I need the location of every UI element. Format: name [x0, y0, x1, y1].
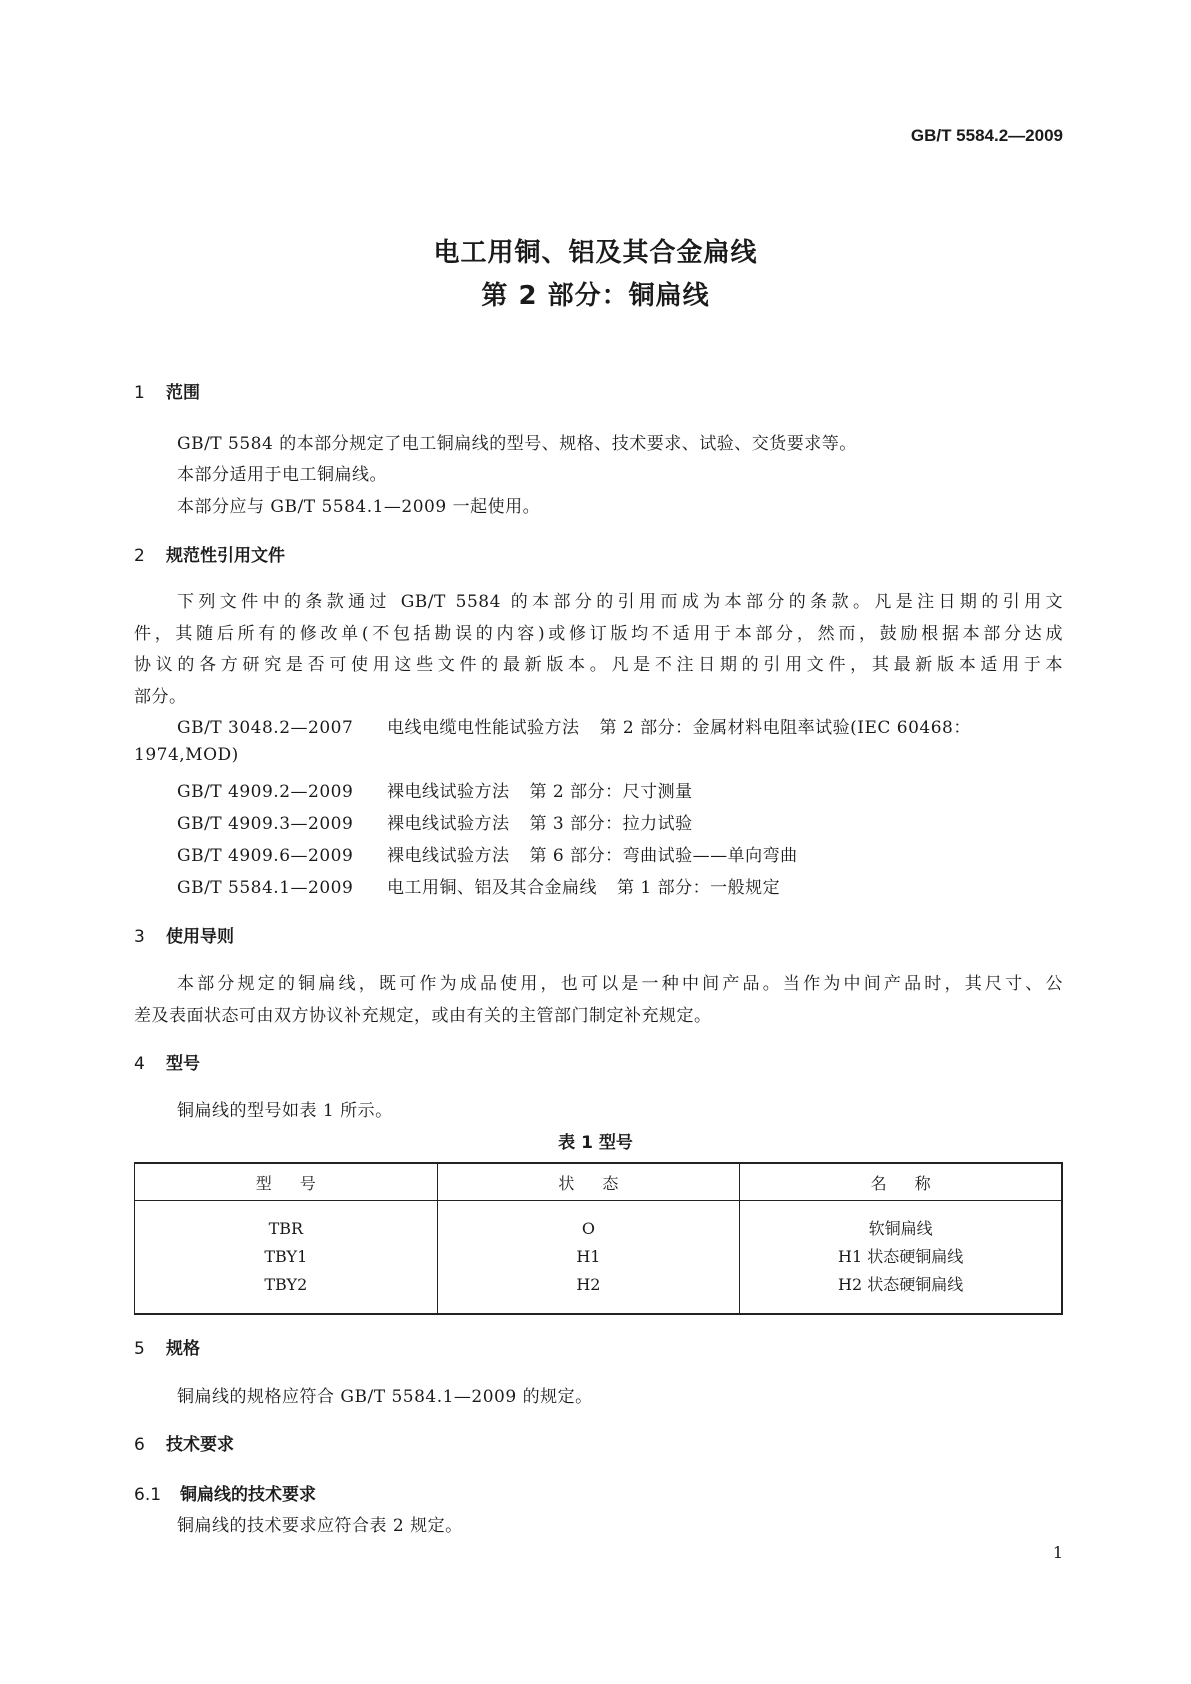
state-cell	[437, 1201, 740, 1315]
paragraph-line: 差及表面状态可由双方协议补充规定，或由有关的主管部门制定补充规定。	[134, 1006, 712, 1026]
model-table	[134, 1162, 1063, 1315]
section-1-heading	[134, 378, 200, 403]
paragraph: 铜扁线的规格应符合 GB/T 5584.1—2009 的规定。	[177, 1387, 593, 1407]
paragraph-line: 部分。	[134, 687, 187, 707]
normative-reference	[177, 841, 798, 866]
section-title: 铜扁线的技术要求	[180, 1485, 316, 1505]
section-number: 6.1	[134, 1485, 162, 1505]
cell: H2 状态硬铜扁线	[837, 1275, 964, 1294]
section-title: 规格	[166, 1339, 200, 1359]
document-subtitle: 第 2 部分：铜扁线	[481, 281, 710, 311]
section-number: 6	[134, 1435, 145, 1455]
ref-title: 电工用铜、铝及其合金扁线	[387, 878, 597, 898]
ref-part: 第 2 部分：金属材料电阻率试验(IEC 60468：	[599, 718, 971, 738]
ref-title: 裸电线试验方法	[387, 782, 510, 802]
section-5-heading	[134, 1334, 200, 1359]
section-title: 型号	[166, 1054, 200, 1074]
section-title: 使用导则	[166, 927, 234, 947]
ref-code: GB/T 4909.2—2009	[177, 782, 354, 802]
section-2-heading	[134, 541, 285, 566]
ref-code: GB/T 5584.1—2009	[177, 878, 354, 898]
paragraph: 本部分应与 GB/T 5584.1—2009 一起使用。	[177, 497, 541, 517]
ref-part: 第 6 部分：弯曲试验——单向弯曲	[529, 846, 798, 866]
ref-part: 第 2 部分：尺寸测量	[529, 782, 693, 802]
ref-code: GB/T 4909.6—2009	[177, 846, 354, 866]
ref-code: GB/T 4909.3—2009	[177, 814, 354, 834]
cell: TBY2	[264, 1275, 308, 1294]
page-number: 1	[1052, 1543, 1063, 1562]
normative-reference	[177, 713, 971, 738]
ref-title: 裸电线试验方法	[387, 846, 510, 866]
table-body	[135, 1201, 1063, 1315]
document-title: 电工用铜、铝及其合金扁线	[433, 238, 758, 268]
section-number: 4	[134, 1054, 145, 1074]
ref-title: 裸电线试验方法	[387, 814, 510, 834]
column-header: 名称	[740, 1163, 1062, 1201]
section-title: 技术要求	[166, 1435, 234, 1455]
section-title: 范围	[166, 383, 200, 403]
table-caption: 表 1 型号	[558, 1133, 633, 1153]
paragraph-line: 件，其随后所有的修改单(不包括勘误的内容)或修订版均不适用于本部分，然而，鼓励根据本部分达成	[134, 624, 1063, 644]
section-number: 3	[134, 927, 145, 947]
section-6-heading	[134, 1430, 234, 1455]
normative-reference	[177, 777, 693, 802]
ref-part: 第 3 部分：拉力试验	[529, 814, 693, 834]
name-cell	[740, 1201, 1062, 1315]
ref-code: GB/T 3048.2—2007	[177, 718, 354, 738]
cell: H2	[576, 1275, 601, 1294]
paragraph-line: 本部分规定的铜扁线，既可作为成品使用，也可以是一种中间产品。当作为中间产品时，其尺寸、公	[177, 974, 1063, 994]
paragraph: 本部分适用于电工铜扁线。	[177, 465, 387, 485]
cell: 软铜扁线	[868, 1219, 933, 1238]
section-6-1-heading	[134, 1480, 316, 1505]
section-3-heading	[134, 922, 234, 947]
cell: TBR	[268, 1219, 304, 1238]
section-number: 5	[134, 1339, 145, 1359]
cell: O	[581, 1219, 595, 1238]
section-number: 1	[134, 383, 145, 403]
standard-code-header: GB/T 5584.2—2009	[910, 126, 1063, 145]
model-cell	[135, 1201, 438, 1315]
paragraph: GB/T 5584 的本部分规定了电工铜扁线的型号、规格、技术要求、试验、交货要求等。	[177, 434, 857, 454]
ref-title: 电线电缆电性能试验方法	[387, 718, 580, 738]
section-4-heading	[134, 1049, 200, 1074]
column-header: 型号	[135, 1163, 438, 1201]
paragraph: 铜扁线的技术要求应符合表 2 规定。	[177, 1516, 463, 1536]
cell: H1 状态硬铜扁线	[837, 1247, 964, 1266]
section-number: 2	[134, 546, 145, 566]
section-title: 规范性引用文件	[166, 546, 285, 566]
ref-part: 第 1 部分：一般规定	[617, 878, 781, 898]
column-header: 状态	[437, 1163, 740, 1201]
normative-reference	[177, 873, 780, 898]
cell: H1	[576, 1247, 601, 1266]
paragraph-line: 协议的各方研究是否可使用这些文件的最新版本。凡是不注日期的引用文件，其最新版本适用于本	[134, 655, 1063, 675]
paragraph: 铜扁线的型号如表 1 所示。	[177, 1101, 393, 1121]
cell: TBY1	[264, 1247, 308, 1266]
ref-continuation: 1974,MOD)	[134, 745, 239, 765]
normative-reference	[177, 809, 693, 834]
paragraph-line: 下列文件中的条款通过 GB/T 5584 的本部分的引用而成为本部分的条款。凡是注日期的引用文	[177, 592, 1063, 612]
